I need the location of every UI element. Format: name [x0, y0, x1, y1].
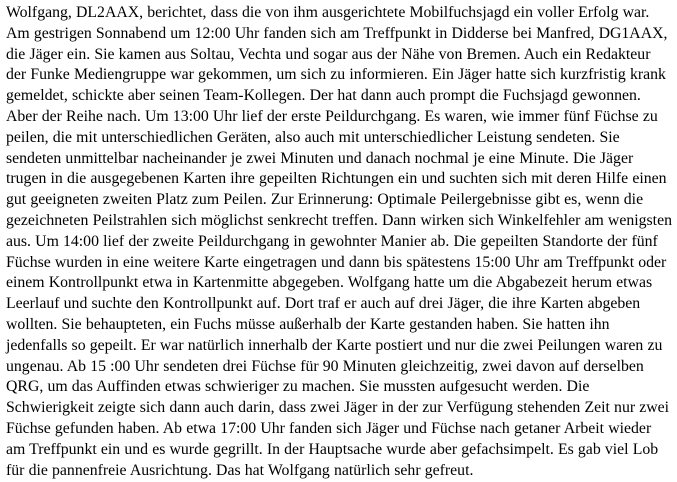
article-body-text: Wolfgang, DL2AAX, berichtet, dass die von ihm ausgerichtete Mobilfuchsjagd ein voller Erfolg war. Am gestrigen Sonnabend um 12:00 Uhr fanden sich am Treffpunkt in Didderse bei Manfred, DG1AAX, die Jäger ein. Sie kamen aus Soltau, Vechta und sogar aus der Nähe von Bremen. Auch ein Redakteur der Funke Mediengruppe war gekommen, um sich zu informieren. Ein Jäger hatte sich kurzfristig krank gemeldet, schickte aber seinen Team-Kollegen. Der hat dann auch prompt die Fuchsjagd gewonnen. Aber der Reihe nach. Um 13:00 Uhr lief der erste Peildurchgang. Es waren, wie immer fünf Füchse zu peilen, die mit unterschiedlichen Geräten, also auch mit unterschiedlicher Leistung sendeten. Sie sendeten unmittelbar nacheinander je zwei Minuten und danach nochmal je eine Minute. Die Jäger trugen in die ausgegebenen Karten ihre gepeilten Richtungen ein und suchten sich mit deren Hilfe einen gut geeigneten zweiten Platz zum Peilen. Zur Erinnerung: Optimale Peilergebnisse gibt es, wenn die gezeichneten Peilstrahlen sich möglichst senkrecht treffen. Dann wirken sich Winkelfehler am wenigsten aus. Um 14:00 lief der zweite Peildurchgang in gewohnter Manier ab. Die gepeilten Standorte der fünf Füchse wurden in eine weitere Karte eingetragen und dann bis spätestens 15:00 Uhr am Treffpunkt oder einem Kontrollpunkt etwa in Kartenmitte abgegeben. Wolfgang hatte um die Abgabezeit herum etwas Leerlauf und suchte den Kontrollpunkt auf. Dort traf er auch auf drei Jäger, die ihre Karten abgeben wollten. Sie behaupteten, ein Fuchs müsse außerhalb der Karte gestanden haben. Sie hatten ihn jedenfalls so gepeilt. Er war natürlich innerhalb der Karte postiert und nur die zwei Peilungen waren zu ungenau. Ab 15 :00 Uhr sendeten drei Füchse für 90 Minuten gleichzeitig, zwei davon auf derselben QRG, um das Auffinden etwas schwieriger zu machen. Sie mussten aufgesucht werden. Die Schwierigkeit zeigte sich dann auch darin, dass zwei Jäger in der zur Verfügung stehenden Zeit nur zwei Füchse gefunden haben. Ab etwa 17:00 Uhr fanden sich Jäger und Füchse nach getaner Arbeit wieder am Treffpunkt ein und es wurde gegrillt. In der Hauptsache wurde aber gefachsimpelt. Es gab viel Lob für die pannenfreie Ausrichtung. Das hat Wolfgang natürlich sehr gefreut.	[6, 4, 672, 479]
